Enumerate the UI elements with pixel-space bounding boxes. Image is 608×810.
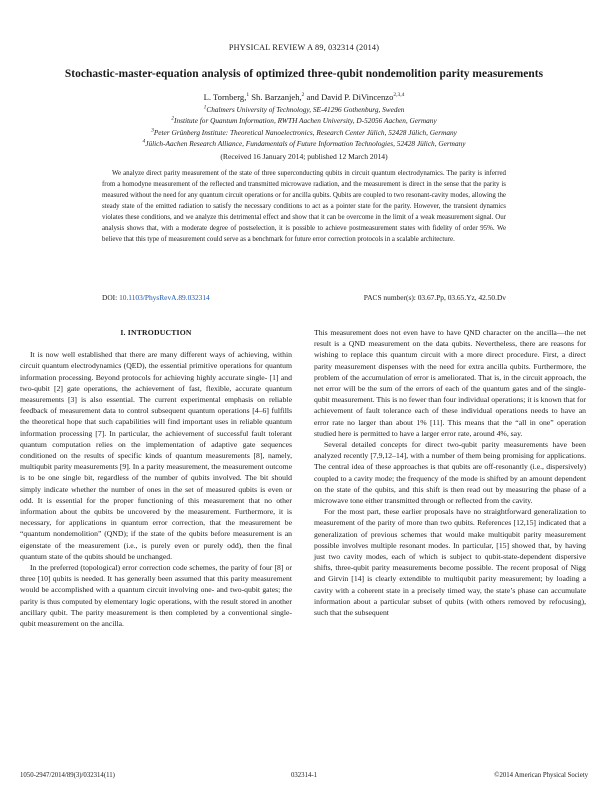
doi-link[interactable]: 10.1103/PhysRevA.89.032314	[119, 293, 210, 302]
received-dates: (Received 16 January 2014; published 12 March 2014)	[220, 152, 388, 161]
right-column	[314, 327, 586, 618]
affiliations	[0, 104, 608, 149]
author-list	[0, 92, 608, 102]
abstract-text: We analyze direct parity measurement of the state of three superconducting qubits in circuit quantum electrodynamics. The parity is inferred from a homodyne measurement of the reflected and transmitted microwave radiation, and the measurement is direct in the sense that the parity is measured without the need for any quantum circuit operations or for ancilla qubits. Qubits are coupled to two resonant-cavity modes, allowing the steady state of the emitted radiation to satisfy the necessary conditions to act as a pointer state for the parity. However, the transient dynamics violates these conditions, and we analyze this detrimental effect and show that it can be overcome in the limit of a weak measurement signal. Our analysis shows that, with a moderate degree of postselection, it is possible to achieve postmeasurement states with fidelity of order 95%. We believe that this type of measurement could serve as a benchmark for future error correction protocols in a scalable architecture.	[102, 170, 506, 243]
footer-page-number: 032314-1	[290, 772, 318, 779]
author-name: and David P. DiVincenzo	[306, 92, 394, 102]
author-affil-mark: 2,3,4	[393, 92, 405, 99]
affiliation: $^1$Chalmers University of Technology, SE-41296 Gothenburg, Sweden	[203, 104, 405, 114]
author-affil-mark: 2	[301, 92, 305, 99]
affiliation: $^4$Jülich-Aachen Research Alliance, Fundamentals of Future Information Technologies, 52428 Jülich, Germany	[142, 138, 466, 148]
body-paragraph: Several detailed concepts for direct two-qubit parity measurements have been analyzed recently [7,9,12–14], with a number of them being promising for applications. The central idea of these approaches is that qubits are off-resonantly (i.e., dispersively) coupled to a cavity mode; the frequency of the mode is shifted by an amount dependent on the state of the qubits, and this shift is then read out by measuring the phase of a microwave tone either transmitted through or reflected from the cavity.	[314, 440, 586, 506]
abstract	[102, 168, 506, 245]
author-affil-mark: 1	[246, 92, 250, 99]
body-paragraph: In the preferred (topological) error correction code schemes, the parity of four [8] or three [10] qubits is needed. It has generally been assumed that this parity measurement would be accomplished with a quantum circuit involving one- and two-qubit gates; the parity is thus computed by elementary logic operations, with the result stored in another ancillary qubit. The parity measurement is then completed by a conventional single-qubit measurement on the ancilla.	[20, 563, 292, 629]
doi-pacs-line	[102, 293, 506, 302]
author-name: L. Tornberg,	[203, 92, 247, 102]
left-column	[20, 327, 292, 629]
journal-header: PHYSICAL REVIEW A 89, 032314 (2014)	[228, 43, 380, 52]
body-paragraph: This measurement does not even have to have QND character on the ancilla—the net result is a QND measurement on the data qubits. Nevertheless, there are reasons for wishing to replace this quantum circuit with a more direct procedure. First, a direct parity measurement dispenses with the need for extra ancilla qubits. Furthermore, the problem of the accumulation of error is ameliorated. That is, in the circuit approach, the net error will be the sum of the errors of each of the quantum gates and of the single-qubit measurement. This is no fewer than four individual operations; it is known that for achievement of fault tolerance each of these individual operations needs to have an error rate no larger than about 1% [11]. This means that the “all in one” operation studied here is permitted to have a larger error rate, around 4%, say.	[314, 328, 586, 438]
author-name: Sh. Barzanjeh,	[251, 92, 302, 102]
body-paragraph: For the most part, these earlier proposals have no straightforward generalization to measurement of the parity of more than two qubits. References [12,15] indicated that a generalization of previous schemes that would make multiqubit parity measurement possible involves multiple resonant modes. In particular, [15] showed that, by having just two cavity modes, each of which is subject to qubit-state-dependent dispersive shifts, three-qubit parity measurements become possible. The recent proposal of Nigg and Girvin [14] is clearly extendible to multiqubit parity measurement; by loading a cavity with a coherent state in a precisely timed way, the state’s phase can accumulate information about a particular subset of qubits (with others removed by refocusing), such that the subsequent	[314, 507, 586, 618]
page-footer	[20, 772, 588, 779]
affiliation: $^3$Peter Grünberg Institute: Theoretical Nanoelectronics, Research Center Jülich, 52428 Jülich, Germany	[151, 127, 457, 137]
section-heading: I. INTRODUCTION	[120, 328, 192, 337]
body-paragraph: It is now well established that there are many different ways of achieving, within circuit quantum electrodynamics (QED), the essential primitive operations for quantum information processing. Beyond protocols for achieving highly accurate single- [1] and two-qubit [2] gate operations, the achievement of fast, flexible, accurate quantum measurements [3] is also essential. The current experimental emphasis on reliable feedback of measurement data to control subsequent quantum operations [4–6] fulfills the theoretical hope that such capabilities will find important uses in reliable quantum information processing [7]. In particular, the achievement of successful fault tolerant quantum computation relies on the implementation of adaptive gate sequences conditioned on the results of specific kinds of quantum measurements [8], namely, multiqubit parity measurements [9]. In a parity measurement, the measurement outcome is to be one single bit, regardless of the number of qubits involved. The bit should simply indicate whether the number of ones in the set of measured qubits is even or odd. It is essential for the proper functioning of this measurement that no other information about the qubits be uncovered by the measurement. Furthermore, it is necessary, for applications in quantum error correction, that the measurement be “quantum nondemolition” (QND); if the state of the qubits before measurement is an eigenstate of the measurement (i.e., is purely even or purely odd), then the final quantum state of the qubits should be unchanged.	[20, 350, 292, 561]
pacs-numbers: PACS number(s): 03.67.Pp, 03.65.Yz, 42.50.Dv	[363, 293, 506, 302]
footer-copyright: ©2014 American Physical Society	[494, 772, 588, 779]
footer-issn: 1050-2947/2014/89(3)/032314(11)	[20, 772, 115, 779]
doi-label: DOI:	[102, 293, 118, 302]
paper-title: Stochastic-master-equation analysis of optimized three-qubit nondemolition parity measurements	[64, 68, 544, 80]
affiliation: $^2$Institute for Quantum Information, RWTH Aachen University, D-52056 Aachen, Germany	[171, 115, 437, 126]
